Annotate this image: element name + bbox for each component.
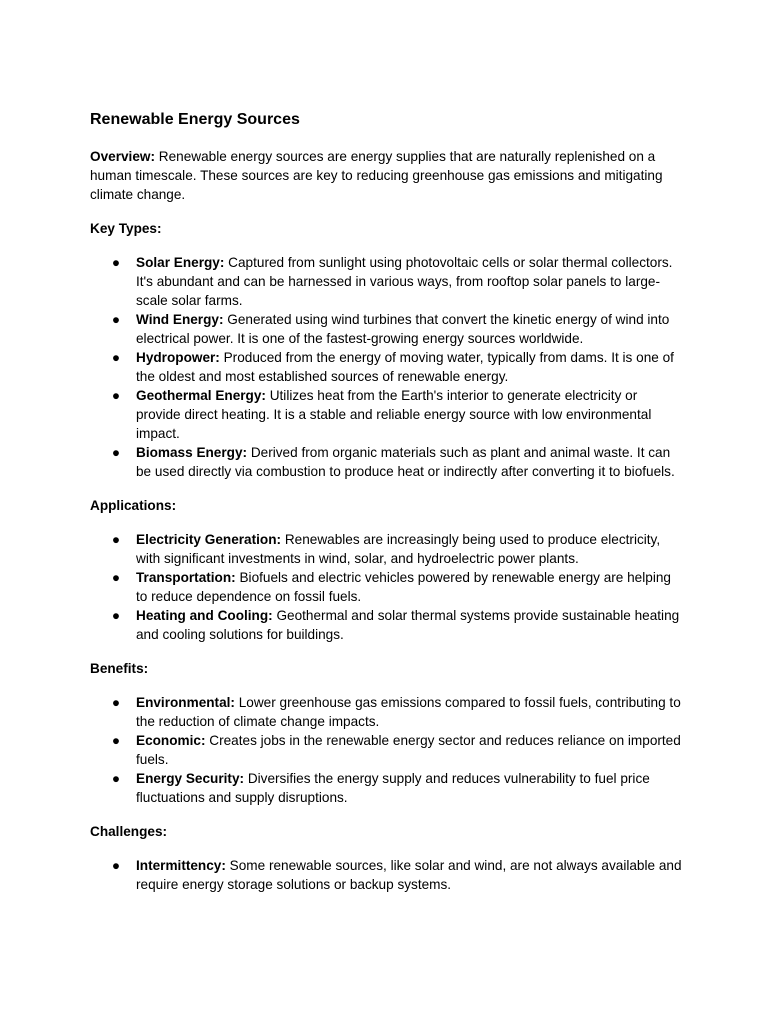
challenges-list (90, 856, 682, 894)
bullet-icon: ● (111, 695, 121, 710)
bullet-icon: ● (111, 858, 121, 873)
section-heading-key-types: Key Types: (90, 221, 162, 236)
list-item (90, 568, 682, 606)
item-label: Biomass Energy: (136, 445, 248, 460)
item-text: Renewables are increasingly being used to produce electricity, with significant investments in wind, solar, and hydroelectric power plants. (136, 532, 661, 566)
bullet-icon: ● (111, 733, 121, 748)
section-heading-benefits: Benefits: (90, 661, 149, 676)
bullet-icon: ● (111, 255, 121, 270)
item-label: Energy Security: (136, 771, 245, 786)
overview-text: Renewable energy sources are energy supplies that are naturally replenished on a human timescale. These sources are key to reducing greenhouse gas emissions and mitigating climate change. (90, 149, 663, 202)
section-heading-applications: Applications: (90, 498, 177, 513)
list-item (90, 856, 682, 894)
list-item (90, 253, 682, 310)
item-text: Some renewable sources, like solar and wind, are not always available and require energy storage solutions or backup systems. (136, 858, 682, 892)
item-text: Generated using wind turbines that convert the kinetic energy of wind into electrical power. It is one of the fastest-growing energy sources worldwide. (136, 312, 670, 346)
bullet-icon: ● (111, 388, 121, 403)
list-item (90, 693, 682, 731)
list-item (90, 530, 682, 568)
bullet-icon: ● (111, 570, 121, 585)
item-label: Environmental: (136, 695, 235, 710)
list-item (90, 310, 682, 348)
list-item (90, 606, 682, 644)
item-label: Intermittency: (136, 858, 226, 873)
item-text: Utilizes heat from the Earth's interior to generate electricity or provide direct heating. It is a stable and reliable energy source with low environmental impact. (136, 388, 652, 441)
list-item (90, 386, 682, 443)
item-label: Transportation: (136, 570, 236, 585)
item-text: Derived from organic materials such as plant and animal waste. It can be used directly via combustion to produce heat or indirectly after converting it to biofuels. (136, 445, 675, 479)
list-item (90, 769, 682, 807)
bullet-icon: ● (111, 532, 121, 547)
section-heading-challenges: Challenges: (90, 824, 168, 839)
list-item (90, 731, 682, 769)
item-text: Captured from sunlight using photovoltaic cells or solar thermal collectors. It's abundant and can be harnessed in various ways, from rooftop solar panels to large-scale solar farms. (136, 255, 673, 308)
item-text: Biofuels and electric vehicles powered by renewable energy are helping to reduce dependence on fossil fuels. (136, 570, 671, 604)
item-text: Diversifies the energy supply and reduces vulnerability to fuel price fluctuations and supply disruptions. (136, 771, 650, 805)
item-label: Solar Energy: (136, 255, 225, 270)
item-label: Wind Energy: (136, 312, 224, 327)
item-text: Lower greenhouse gas emissions compared to fossil fuels, contributing to the reduction of climate change impacts. (136, 695, 681, 729)
bullet-icon: ● (111, 771, 121, 786)
list-item (90, 443, 682, 481)
applications-list (90, 530, 682, 644)
overview-label: Overview: (90, 149, 155, 164)
list-item (90, 348, 682, 386)
benefits-list (90, 693, 682, 807)
bullet-icon: ● (111, 312, 121, 327)
document-title: Renewable Energy Sources (90, 111, 300, 128)
item-text: Creates jobs in the renewable energy sector and reduces reliance on imported fuels. (136, 733, 681, 767)
overview-paragraph (90, 147, 682, 204)
bullet-icon: ● (111, 608, 121, 623)
key-types-list (90, 253, 682, 481)
item-text: Produced from the energy of moving water, typically from dams. It is one of the oldest and most established sources of renewable energy. (136, 350, 674, 384)
item-text: Geothermal and solar thermal systems provide sustainable heating and cooling solutions for buildings. (136, 608, 680, 642)
item-label: Electricity Generation: (136, 532, 282, 547)
item-label: Economic: (136, 733, 206, 748)
item-label: Geothermal Energy: (136, 388, 266, 403)
bullet-icon: ● (111, 445, 121, 460)
item-label: Hydropower: (136, 350, 220, 365)
item-label: Heating and Cooling: (136, 608, 273, 623)
bullet-icon: ● (111, 350, 121, 365)
